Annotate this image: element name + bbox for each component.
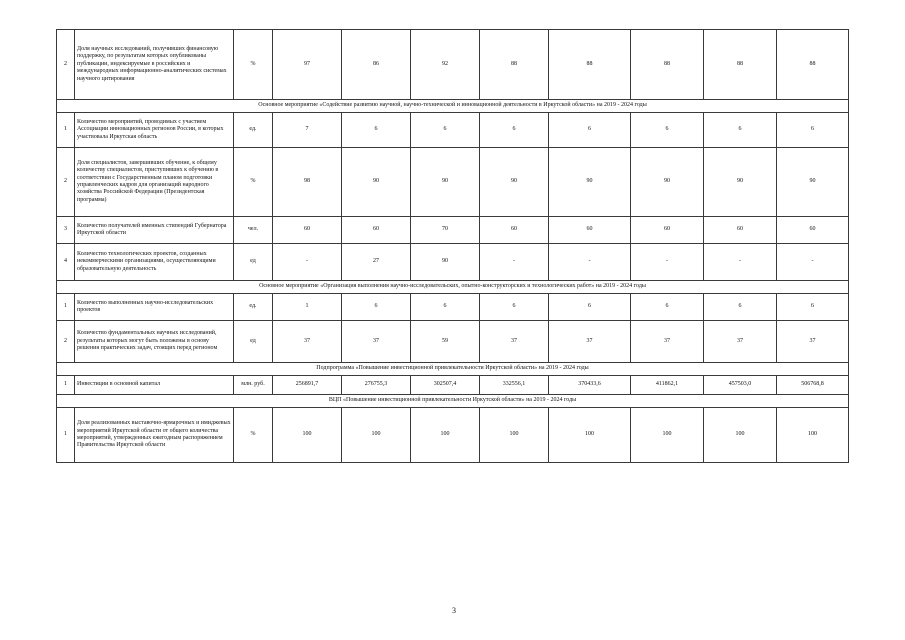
- value-cell: 6: [411, 113, 480, 148]
- value-cell: 86: [342, 30, 411, 100]
- value-cell: -: [273, 244, 342, 281]
- value-cell: 90: [631, 148, 704, 217]
- value-cell: -: [631, 244, 704, 281]
- value-cell: 6: [704, 113, 777, 148]
- section-header-row: [57, 281, 849, 294]
- value-cell: -: [704, 244, 777, 281]
- value-cell: 90: [704, 148, 777, 217]
- value-cell: 100: [480, 408, 549, 463]
- value-cell: 88: [480, 30, 549, 100]
- unit-cell: %: [234, 148, 273, 217]
- value-cell: 27: [342, 244, 411, 281]
- indicator-name: Количество получателей именных стипендий Губернатора Иркутской области: [75, 217, 234, 244]
- value-cell: 7: [273, 113, 342, 148]
- value-cell: 37: [704, 321, 777, 363]
- indicator-name: Доля научных исследований, получивших финансовую поддержку, по результатам которых опубликованы публикации, индексируемые в российских и международных информационно-аналитических системах научного цитирования: [75, 30, 234, 100]
- value-cell: -: [480, 244, 549, 281]
- table-row: [57, 376, 849, 395]
- row-number: 1: [57, 376, 75, 395]
- value-cell: 90: [549, 148, 631, 217]
- value-cell: 6: [777, 294, 849, 321]
- section-title: Основное мероприятие «Организация выполнения научно-исследовательских, опытно-конструкторских и технологических работ» на 2019 - 2024 годы: [57, 281, 849, 294]
- value-cell: 411862,1: [631, 376, 704, 395]
- unit-cell: %: [234, 408, 273, 463]
- value-cell: 6: [480, 113, 549, 148]
- value-cell: 37: [549, 321, 631, 363]
- unit-cell: ед: [234, 244, 273, 281]
- table-row: [57, 113, 849, 148]
- value-cell: 60: [631, 217, 704, 244]
- value-cell: 37: [342, 321, 411, 363]
- section-header-row: [57, 395, 849, 408]
- value-cell: 6: [549, 294, 631, 321]
- value-cell: 90: [411, 244, 480, 281]
- value-cell: 6: [631, 113, 704, 148]
- value-cell: -: [777, 244, 849, 281]
- value-cell: 88: [631, 30, 704, 100]
- value-cell: 97: [273, 30, 342, 100]
- value-cell: 60: [704, 217, 777, 244]
- row-number: 1: [57, 294, 75, 321]
- row-number: 1: [57, 113, 75, 148]
- value-cell: 6: [342, 294, 411, 321]
- indicator-name: Количество фундаментальных научных исследований, результаты которых могут быть положены в основу решения практических задач, стоящих перед регионом: [75, 321, 234, 363]
- value-cell: 6: [411, 294, 480, 321]
- section-header-row: [57, 100, 849, 113]
- value-cell: 100: [777, 408, 849, 463]
- value-cell: 90: [342, 148, 411, 217]
- unit-cell: млн. руб.: [234, 376, 273, 395]
- value-cell: 98: [273, 148, 342, 217]
- value-cell: 60: [549, 217, 631, 244]
- indicator-name: Инвестиции в основной капитал: [75, 376, 234, 395]
- value-cell: 60: [777, 217, 849, 244]
- table-row: [57, 294, 849, 321]
- value-cell: 70: [411, 217, 480, 244]
- row-number: 4: [57, 244, 75, 281]
- table-row: [57, 217, 849, 244]
- section-title: Основное мероприятие «Содействие развитию научной, научно-технической и инновационной деятельности в Иркутской области» на 2019 - 2024 годы: [57, 100, 849, 113]
- value-cell: 100: [704, 408, 777, 463]
- value-cell: 90: [411, 148, 480, 217]
- value-cell: 6: [777, 113, 849, 148]
- value-cell: 37: [777, 321, 849, 363]
- value-cell: 276755,3: [342, 376, 411, 395]
- unit-cell: %: [234, 30, 273, 100]
- value-cell: 370433,6: [549, 376, 631, 395]
- indicator-name: Доля специалистов, завершивших обучение, к общему количеству специалистов, приступивших к обучению в соответствии с Государственным планом подготовки управленческих кадров для организаций народного хозяйства Российской Федерации (Президентская программа): [75, 148, 234, 217]
- value-cell: 6: [342, 113, 411, 148]
- row-number: 2: [57, 321, 75, 363]
- unit-cell: чел.: [234, 217, 273, 244]
- unit-cell: ед.: [234, 294, 273, 321]
- value-cell: 100: [549, 408, 631, 463]
- value-cell: 37: [631, 321, 704, 363]
- value-cell: 302507,4: [411, 376, 480, 395]
- indicator-table: [56, 29, 849, 463]
- value-cell: 59: [411, 321, 480, 363]
- value-cell: 6: [704, 294, 777, 321]
- value-cell: 6: [480, 294, 549, 321]
- value-cell: 37: [480, 321, 549, 363]
- value-cell: 6: [631, 294, 704, 321]
- value-cell: 88: [704, 30, 777, 100]
- value-cell: 1: [273, 294, 342, 321]
- section-title: Подпрограмма «Повышение инвестиционной привлекательности Иркутской области» на 2019 - 2024 годы: [57, 363, 849, 376]
- value-cell: 90: [777, 148, 849, 217]
- value-cell: 60: [273, 217, 342, 244]
- value-cell: 506768,8: [777, 376, 849, 395]
- value-cell: 37: [273, 321, 342, 363]
- value-cell: 100: [631, 408, 704, 463]
- indicator-name: Количество выполненных научно-исследовательских проектов: [75, 294, 234, 321]
- unit-cell: ед: [234, 321, 273, 363]
- value-cell: 60: [480, 217, 549, 244]
- indicator-name: Количество технологических проектов, созданных некоммерческими организациями, осуществляющими образовательную деятельность: [75, 244, 234, 281]
- value-cell: -: [549, 244, 631, 281]
- value-cell: 88: [777, 30, 849, 100]
- table-row: [57, 244, 849, 281]
- table-row: [57, 30, 849, 100]
- row-number: 2: [57, 148, 75, 217]
- value-cell: 256891,7: [273, 376, 342, 395]
- indicator-name: Доля реализованных выставочно-ярмарочных и имиджевых мероприятий Иркутской области от общего количества мероприятий, утвержденных ежегодным распоряжением Правительства Иркутской области: [75, 408, 234, 463]
- value-cell: 100: [273, 408, 342, 463]
- table-row: [57, 321, 849, 363]
- value-cell: 332556,1: [480, 376, 549, 395]
- unit-cell: ед.: [234, 113, 273, 148]
- section-header-row: [57, 363, 849, 376]
- value-cell: 92: [411, 30, 480, 100]
- row-number: 3: [57, 217, 75, 244]
- value-cell: 90: [480, 148, 549, 217]
- row-number: 2: [57, 30, 75, 100]
- section-title: ВЦП «Повышение инвестиционной привлекательности Иркутской области» на 2019 - 2024 годы: [57, 395, 849, 408]
- value-cell: 88: [549, 30, 631, 100]
- value-cell: 457503,0: [704, 376, 777, 395]
- indicator-name: Количество мероприятий, проводимых с участием Ассоциации инновационных регионов России, в которых участвовала Иркутская область: [75, 113, 234, 148]
- table-row: [57, 408, 849, 463]
- value-cell: 100: [342, 408, 411, 463]
- value-cell: 60: [342, 217, 411, 244]
- row-number: 1: [57, 408, 75, 463]
- value-cell: 6: [549, 113, 631, 148]
- page-number: 3: [452, 606, 456, 615]
- table-row: [57, 148, 849, 217]
- value-cell: 100: [411, 408, 480, 463]
